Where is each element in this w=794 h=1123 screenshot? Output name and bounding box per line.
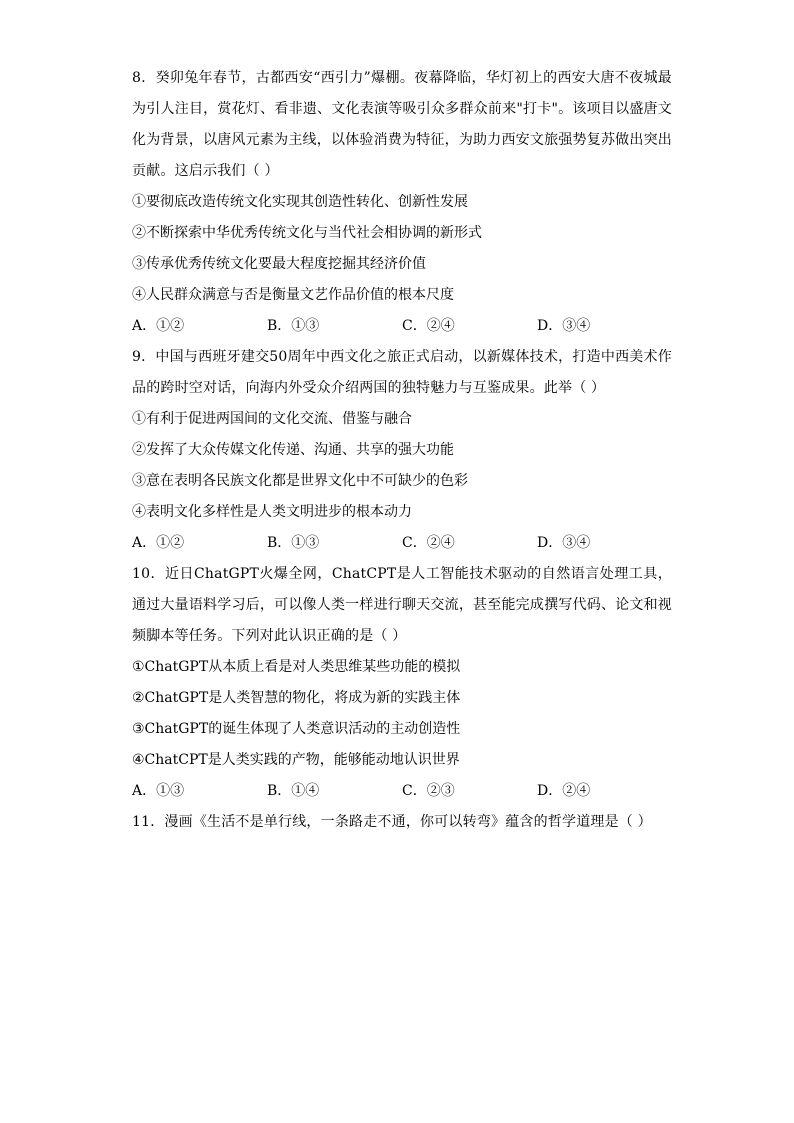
question-8 <box>132 63 672 342</box>
choice-b: B．①③ <box>267 318 320 334</box>
choice-b: B．①④ <box>267 783 320 799</box>
choice-a: A．①② <box>132 318 185 334</box>
question-stem: 11．漫画《生活不是单行线，一条路走不通，你可以转弯》蕴含的哲学道理是（ ） <box>132 814 652 830</box>
choice-a: A．①② <box>132 535 185 551</box>
answer-choices <box>132 528 672 559</box>
statement-option: ③ChatGPT的诞生体现了人类意识活动的主动创造性 <box>132 721 461 737</box>
choice-c: C．②④ <box>402 535 455 551</box>
choice-d: D．③④ <box>537 318 591 334</box>
choice-c: C．②④ <box>402 318 455 334</box>
statement-option: ②不断探索中华优秀传统文化与当代社会相协调的新形式 <box>132 225 482 241</box>
statement-option: ③意在表明各民族文化都是世界文化中不可缺少的色彩 <box>132 473 468 489</box>
question-stem: 9．中国与西班牙建交50周年中西文化之旅正式启动，以新媒体技术，打造中西美术作品的跨时空对话，向海内外受众介绍两国的独特魅力与互鉴成果。此举（ ） <box>132 349 672 396</box>
statement-option: ①有利于促进两国间的文化交流、借鉴与融合 <box>132 411 412 427</box>
choice-d: D．③④ <box>537 535 591 551</box>
statement-option: ①ChatGPT从本质上看是对人类思维某些功能的模拟 <box>132 659 461 675</box>
statement-option: ②发挥了大众传媒文化传递、沟通、共享的强大功能 <box>132 442 454 458</box>
answer-choices <box>132 311 672 342</box>
question-stem: 10．近日ChatGPT火爆全网，ChatCPT是人工智能技术驱动的自然语言处理工具，通过大量语料学习后，可以像人类一样进行聊天交流，甚至能完成撰写代码、论文和视频脚本等任务。下列对此认识正确的是（ ） <box>132 566 672 644</box>
choice-d: D．②④ <box>537 783 591 799</box>
statement-option: ④ChatCPT是人类实践的产物，能够能动地认识世界 <box>132 752 460 768</box>
question-list <box>132 63 672 838</box>
question-stem: 8．癸卯兔年春节，古都西安“西引力”爆棚。夜幕降临，华灯初上的西安大唐不夜城最为引人注目，赏花灯、看非遗、文化表演等吸引众多群众前来"打卡"。该项目以盛唐文化为背景，以唐风元素为主线，以体验消费为特征，为助力西安文旅强势复苏做出突出贡献。这启示我们（ ） <box>132 70 672 179</box>
question-11 <box>132 807 672 838</box>
choice-c: C．②③ <box>402 783 455 799</box>
choice-a: A．①③ <box>132 783 185 799</box>
answer-choices <box>132 776 672 807</box>
statement-option: ④人民群众满意与否是衡量文艺作品价值的根本尺度 <box>132 287 454 303</box>
statement-option: ②ChatGPT是人类智慧的物化，将成为新的实践主体 <box>132 690 461 706</box>
question-10 <box>132 559 672 807</box>
question-9 <box>132 342 672 559</box>
statement-option: ④表明文化多样性是人类文明进步的根本动力 <box>132 504 412 520</box>
statement-option: ③传承优秀传统文化要最大程度挖掘其经济价值 <box>132 256 426 272</box>
choice-b: B．①③ <box>267 535 320 551</box>
statement-option: ①要彻底改造传统文化实现其创造性转化、创新性发展 <box>132 194 468 210</box>
